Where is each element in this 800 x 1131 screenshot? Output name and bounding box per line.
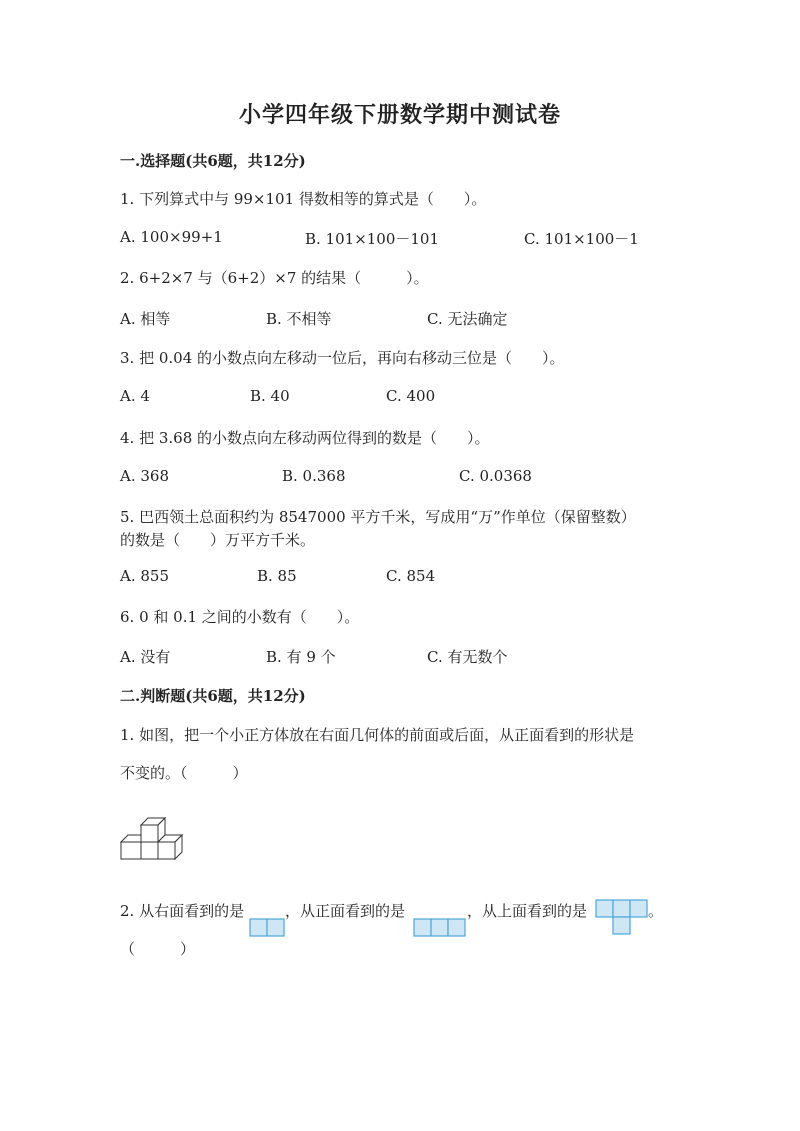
top-view-square-4 bbox=[613, 917, 630, 934]
cube-top-front bbox=[141, 825, 158, 842]
cube-front-1 bbox=[121, 842, 141, 859]
q1-option-c: C. 101×100－1 bbox=[524, 230, 639, 248]
question-4: 4. 把 3.68 的小数点向左移动两位得到的数是（ ）。 bbox=[120, 429, 490, 447]
judge-question-2-part3: ，从上面看到的是 bbox=[467, 902, 588, 920]
question-2: 2. 6+2×7 与（6+2）×7 的结果（ ）。 bbox=[120, 269, 429, 287]
q2-option-c: C. 无法确定 bbox=[427, 310, 508, 328]
question-6: 6. 0 和 0.1 之间的小数有（ ）。 bbox=[120, 608, 360, 626]
top-view-figure bbox=[595, 899, 648, 936]
q1-option-a: A. 100×99+1 bbox=[120, 228, 223, 246]
judge-question-1-line1: 1. 如图，把一个小正方体放在右面几何体的前面或后面，从正面看到的形状是 bbox=[120, 726, 635, 744]
section-heading-choice: 一.选择题(共6题，共12分) bbox=[120, 152, 306, 170]
q1-option-b: B. 101×100－101 bbox=[305, 230, 440, 248]
judge-question-2-line2: （ ） bbox=[120, 940, 196, 958]
q3-option-b: B. 40 bbox=[250, 387, 290, 405]
page-title: 小学四年级下册数学期中测试卷 bbox=[238, 102, 561, 128]
q3-option-a: A. 4 bbox=[120, 387, 150, 405]
right-view-square-2 bbox=[267, 919, 284, 936]
question-5-line2: 的数是（ ）万平方千米。 bbox=[120, 531, 316, 549]
cube-front-3 bbox=[158, 842, 175, 859]
q5-option-c: C. 854 bbox=[386, 567, 436, 585]
top-view-square-1 bbox=[596, 900, 613, 917]
question-5-line1: 5. 巴西领土总面积约为 8547000 平方千米，写成用“万”作单位（保留整数） bbox=[120, 508, 636, 526]
q6-option-c: C. 有无数个 bbox=[427, 648, 508, 666]
front-view-square-2 bbox=[431, 919, 448, 936]
front-view-figure bbox=[413, 918, 466, 937]
q5-option-b: B. 85 bbox=[257, 567, 297, 585]
judge-question-2-part1: 2. 从右面看到的是 bbox=[120, 902, 245, 920]
right-view-figure bbox=[249, 918, 285, 937]
question-3: 3. 把 0.04 的小数点向左移动一位后，再向右移动三位是（ ）。 bbox=[120, 349, 565, 367]
front-view-square-3 bbox=[448, 919, 465, 936]
q2-option-b: B. 不相等 bbox=[266, 310, 332, 328]
cube-figure bbox=[120, 814, 182, 858]
judge-question-2-part2: ，从正面看到的是 bbox=[285, 902, 406, 920]
judge-question-1-line2: 不变的。（ ） bbox=[120, 764, 248, 782]
front-view-square-1 bbox=[414, 919, 431, 936]
top-view-square-2 bbox=[613, 900, 630, 917]
q6-option-a: A. 没有 bbox=[120, 648, 171, 666]
judge-question-2-part4: 。 bbox=[648, 902, 664, 920]
q3-option-c: C. 400 bbox=[386, 387, 436, 405]
top-view-square-3 bbox=[630, 900, 647, 917]
q4-option-a: A. 368 bbox=[120, 467, 169, 485]
question-1: 1. 下列算式中与 99×101 得数相等的算式是（ ）。 bbox=[120, 190, 487, 208]
q2-option-a: A. 相等 bbox=[120, 310, 171, 328]
q5-option-a: A. 855 bbox=[120, 567, 169, 585]
q4-option-c: C. 0.0368 bbox=[459, 467, 532, 485]
q6-option-b: B. 有 9 个 bbox=[266, 648, 336, 666]
cube-front-2 bbox=[141, 842, 158, 859]
right-view-square-1 bbox=[250, 919, 267, 936]
q4-option-b: B. 0.368 bbox=[282, 467, 346, 485]
section-heading-judge: 二.判断题(共6题，共12分) bbox=[120, 687, 306, 705]
cube-left-top bbox=[121, 835, 141, 842]
